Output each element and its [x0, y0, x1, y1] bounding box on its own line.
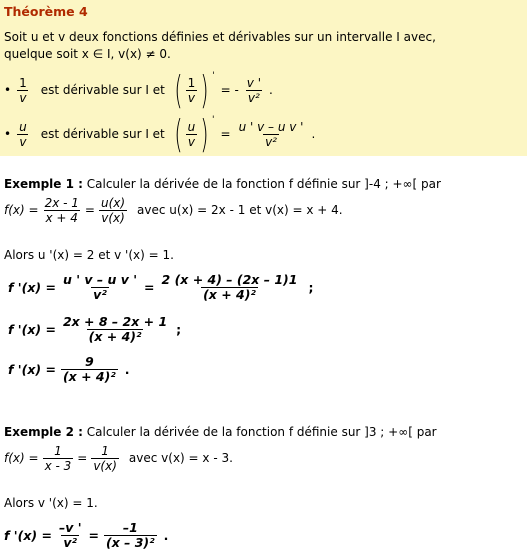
paren-fraction-1-over-v [171, 68, 215, 112]
theorem-line-1: Soit u et v deux fonctions définies et dérivables sur un intervalle I avec, [4, 30, 436, 44]
example-1-label: Exemple 1 : [4, 177, 83, 191]
fraction-denominator: v² [93, 286, 107, 302]
theorem-line-2: quelque soit x ∈ I, v(x) ≠ 0. [4, 47, 171, 61]
fraction-denominator: v [187, 90, 195, 105]
fraction-numerator: 2x + 8 – 2x + 1 [62, 313, 168, 329]
bullet-glyph: • [4, 127, 12, 141]
left-paren: ( [174, 68, 183, 112]
fraction-denominator: (x – 3)² [106, 534, 155, 550]
fraction-numerator: 1 [19, 75, 27, 90]
derivative-label: f '(x) = [8, 279, 56, 295]
example-2-label: Exemple 2 : [4, 425, 83, 439]
fraction-denominator: v [19, 90, 27, 105]
example-2-text: Calculer la dérivée de la fonction f définie sur ]3 ; +∞[ par [86, 425, 437, 439]
quotient-formula [57, 521, 84, 550]
function-label: f(x) = [4, 451, 39, 465]
fraction-numerator: u ' v – u v ' [62, 271, 138, 287]
fraction-denominator: v [187, 134, 195, 149]
example-1-definition [4, 194, 343, 226]
final-fraction [61, 355, 118, 384]
fraction-f [43, 444, 74, 473]
example-1-text: Calculer la dérivée de la fonction f définie sur ]-4 ; +∞[ par [86, 177, 441, 191]
bullet-2-text: est dérivable sur I et [40, 127, 165, 141]
right-paren: ) [200, 112, 209, 156]
fraction-numerator: 9 [85, 353, 94, 369]
period: . [124, 361, 130, 377]
fraction-numerator: –1 [122, 519, 138, 535]
function-label: f(x) = [4, 203, 39, 217]
equals: = [220, 127, 231, 141]
fraction-denominator: x - 3 [44, 458, 72, 473]
bullet-1-text: est dérivable sur I et [40, 83, 165, 97]
equals: = [77, 451, 88, 465]
fraction-numerator: 2x - 1 [44, 195, 79, 210]
substituted-fraction [160, 273, 300, 302]
fraction-denominator: (x + 4)² [62, 368, 116, 384]
paren-fraction-u-over-v [171, 112, 215, 156]
period: . [311, 127, 316, 141]
equals-minus: = - [220, 83, 239, 97]
fraction-numerator: v ' [246, 75, 261, 90]
example-2-definition [4, 442, 233, 474]
example-1-alors: Alors u '(x) = 2 et v '(x) = 1. [4, 248, 174, 262]
example-1-step-3 [8, 350, 130, 388]
fraction-denominator: x + 4 [45, 210, 78, 225]
fraction-f [43, 196, 81, 225]
semicolon: ; [176, 321, 182, 337]
prime-mark: ' [212, 115, 215, 125]
equals: = [144, 279, 155, 295]
result-fraction [237, 120, 306, 149]
fraction-numerator: 1 [54, 443, 62, 458]
result-fraction [245, 76, 263, 105]
fraction-denominator: v² [265, 134, 277, 149]
fraction-denominator: v(x) [101, 210, 125, 225]
fraction-numerator: 2 (x + 4) – (2x – 1)1 [161, 271, 298, 287]
fraction-denominator: v [19, 134, 27, 149]
right-paren: ) [200, 68, 209, 112]
equals: = [84, 203, 95, 217]
equals: = [88, 527, 99, 543]
example-2-alors: Alors v '(x) = 1. [4, 496, 98, 510]
fraction-1-over-v [91, 444, 119, 473]
fraction-denominator: v² [63, 534, 78, 550]
fraction-numerator: –v ' [58, 519, 82, 535]
period: . [269, 83, 273, 97]
fraction-numerator: 1 [101, 443, 109, 458]
fraction-denominator: (x + 4)² [88, 328, 142, 344]
fraction-numerator: u(x) [100, 195, 126, 210]
fraction-1-over-v [17, 76, 29, 105]
semicolon: ; [308, 279, 314, 295]
derivative-label: f '(x) = [4, 527, 52, 543]
example-1-heading [4, 177, 441, 191]
fraction-denominator: (x + 4)² [203, 286, 256, 302]
fraction-numerator: u [19, 119, 27, 134]
derivative-label: f '(x) = [8, 361, 56, 377]
theorem-title: Théorème 4 [4, 4, 88, 19]
example-2-heading [4, 425, 437, 439]
example-2-avec: avec v(x) = x - 3. [128, 451, 233, 465]
fraction-u-over-v [17, 120, 29, 149]
paren-fraction [186, 76, 198, 105]
bullet-glyph: • [4, 83, 12, 97]
fraction-denominator: v(x) [93, 458, 117, 473]
left-paren: ( [174, 112, 183, 156]
example-2-step-1 [4, 516, 168, 554]
quotient-formula [61, 273, 139, 302]
prime-mark: ' [212, 71, 215, 81]
fraction-numerator: 1 [187, 75, 196, 90]
paren-fraction [186, 120, 198, 149]
final-fraction [104, 521, 157, 550]
expanded-fraction [61, 315, 169, 344]
derivative-label: f '(x) = [8, 321, 56, 337]
fraction-numerator: u [187, 119, 196, 134]
theorem-bullet-2 [4, 112, 315, 156]
fraction-u-over-v [99, 196, 127, 225]
fraction-denominator: v² [247, 90, 260, 105]
theorem-bullet-1 [4, 68, 273, 112]
fraction-numerator: u ' v – u v ' [238, 119, 304, 134]
period: . [163, 527, 169, 543]
example-1-avec: avec u(x) = 2x - 1 et v(x) = x + 4. [137, 203, 343, 217]
example-1-step-1 [8, 268, 313, 306]
example-1-step-2 [8, 310, 181, 348]
